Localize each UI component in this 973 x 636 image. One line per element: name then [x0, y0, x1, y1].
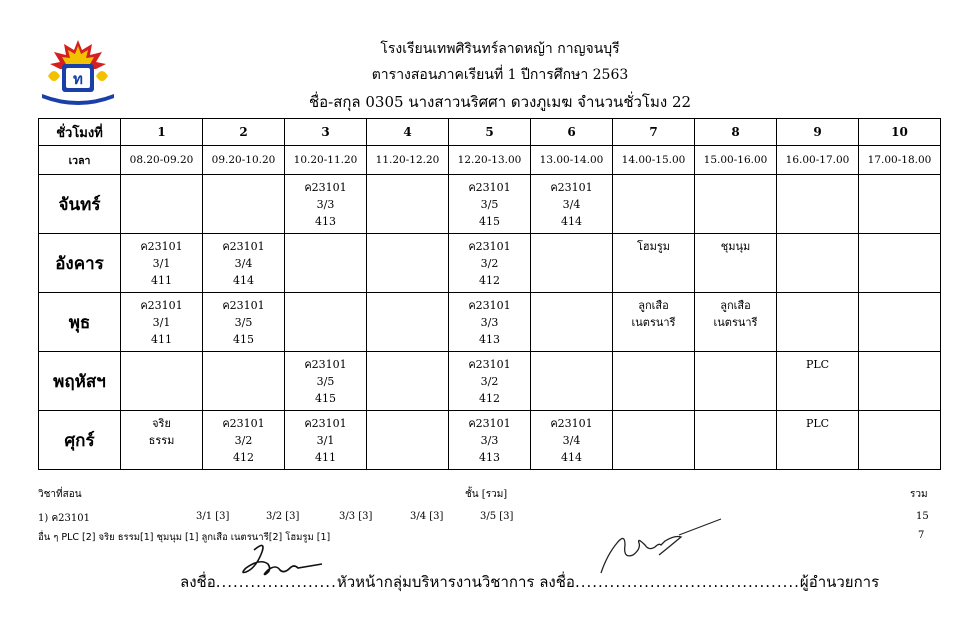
- schedule-cell: [121, 352, 203, 411]
- schedule-cell: [121, 293, 203, 352]
- schedule-cell: [203, 352, 285, 411]
- summary-class-label: ชั้น [รวม]: [465, 489, 508, 500]
- cell-line: 3/3: [480, 316, 499, 329]
- time-slot: 11.20-12.20: [367, 146, 449, 175]
- period-header: 3: [285, 119, 367, 146]
- schedule-cell: [285, 411, 367, 470]
- schedule-cell: [613, 352, 695, 411]
- cell-line: 412: [479, 274, 500, 287]
- sign-label-2: ลงชื่อ: [539, 573, 575, 591]
- period-header: 1: [121, 119, 203, 146]
- schedule-cell: [777, 175, 859, 234]
- cell-line: 3/1: [316, 434, 335, 447]
- day-name: อังคาร: [39, 234, 121, 293]
- cell-line: PLC: [805, 417, 830, 430]
- cell-line: ค23101: [550, 181, 593, 194]
- cell-line: 3/2: [480, 375, 499, 388]
- cell-line: ค23101: [222, 417, 265, 430]
- period-header: 6: [531, 119, 613, 146]
- cell-line: ธรรม: [148, 434, 175, 447]
- summary-row1-class: 3/1 [3]: [196, 511, 230, 522]
- period-label: ชั่วโมงที่: [39, 119, 121, 146]
- period-header: 10: [859, 119, 941, 146]
- schedule-cell: [367, 352, 449, 411]
- time-slot: 08.20-09.20: [121, 146, 203, 175]
- period-header: 2: [203, 119, 285, 146]
- schedule-cell: [203, 234, 285, 293]
- cell-line: 413: [479, 451, 500, 464]
- schedule-cell: [695, 293, 777, 352]
- cell-line: เนตรนารี: [713, 316, 758, 329]
- schedule-cell: [859, 352, 941, 411]
- schedule-cell: [859, 175, 941, 234]
- summary-row2-total: 7: [918, 530, 925, 541]
- school-logo-icon: [36, 36, 120, 106]
- cell-line: PLC: [805, 358, 830, 371]
- cell-line: 414: [561, 451, 582, 464]
- schedule-cell: [449, 175, 531, 234]
- schedule-cell: [695, 234, 777, 293]
- day-row: [39, 411, 941, 470]
- schedule-cell: [859, 234, 941, 293]
- cell-line: 412: [479, 392, 500, 405]
- schedule-cell: [121, 175, 203, 234]
- schedule-cell: [613, 234, 695, 293]
- period-header-row: [39, 119, 941, 146]
- schedule-cell: [367, 175, 449, 234]
- schedule-cell: [859, 411, 941, 470]
- cell-line: ค23101: [468, 181, 511, 194]
- schedule-cell: [777, 234, 859, 293]
- cell-line: 3/5: [316, 375, 335, 388]
- schedule-cell: [449, 234, 531, 293]
- cell-line: ค23101: [468, 240, 511, 253]
- cell-line: 3/5: [234, 316, 253, 329]
- period-header: 5: [449, 119, 531, 146]
- cell-line: 411: [151, 333, 172, 346]
- teacher-info: ชื่อ-สกุล 0305 นางสาวนริศศา ดวงภูเมฆ จำนวนชั่วโมง 22: [308, 93, 692, 111]
- schedule-cell: [531, 175, 613, 234]
- schedule-cell: [777, 352, 859, 411]
- cell-line: ชุมนุม: [720, 240, 751, 253]
- schedule-cell: [859, 293, 941, 352]
- signature-academic-head-icon: [232, 538, 352, 583]
- time-slot: 17.00-18.00: [859, 146, 941, 175]
- day-name: จันทร์: [39, 175, 121, 234]
- sign-label-1: ลงชื่อ: [180, 573, 216, 591]
- time-slot: 14.00-15.00: [613, 146, 695, 175]
- cell-line: ค23101: [550, 417, 593, 430]
- schedule-cell: [531, 234, 613, 293]
- day-name: พฤหัสฯ: [39, 352, 121, 411]
- cell-line: 3/5: [480, 198, 499, 211]
- cell-line: ค23101: [304, 417, 347, 430]
- day-name: ศุกร์: [39, 411, 121, 470]
- schedule-cell: [695, 411, 777, 470]
- cell-line: 3/4: [562, 198, 581, 211]
- period-header: 9: [777, 119, 859, 146]
- period-header: 7: [613, 119, 695, 146]
- signature-director-icon: [595, 515, 725, 580]
- cell-line: 3/1: [152, 257, 171, 270]
- schedule-cell: [531, 293, 613, 352]
- schedule-cell: [367, 293, 449, 352]
- cell-line: 415: [315, 392, 336, 405]
- time-slot: 10.20-11.20: [285, 146, 367, 175]
- school-name: โรงเรียนเทพศิรินทร์ลาดหญ้า กาญจนบุรี: [380, 41, 620, 57]
- cell-line: ค23101: [140, 299, 183, 312]
- time-slot: 09.20-10.20: [203, 146, 285, 175]
- schedule-cell: [695, 175, 777, 234]
- cell-line: 415: [233, 333, 254, 346]
- schedule-cell: [531, 352, 613, 411]
- time-slot: 15.00-16.00: [695, 146, 777, 175]
- schedule-cell: [367, 234, 449, 293]
- day-row: [39, 175, 941, 234]
- cell-line: 3/3: [316, 198, 335, 211]
- role-director: ผู้อำนวยการ: [799, 573, 880, 591]
- cell-line: 3/4: [562, 434, 581, 447]
- cell-line: 414: [233, 274, 254, 287]
- day-name: พุธ: [39, 293, 121, 352]
- schedule-cell: [449, 352, 531, 411]
- summary-row1-total: 15: [916, 511, 929, 522]
- cell-line: จริย: [152, 417, 171, 430]
- time-slot: 16.00-17.00: [777, 146, 859, 175]
- summary-subject-label: วิชาที่สอน: [38, 489, 82, 500]
- schedule-cell: [613, 411, 695, 470]
- cell-line: โฮมรูม: [636, 240, 671, 253]
- summary-row1-class: 3/4 [3]: [410, 511, 444, 522]
- cell-line: 412: [233, 451, 254, 464]
- timetable: [38, 118, 941, 470]
- schedule-cell: [121, 411, 203, 470]
- cell-line: ค23101: [222, 299, 265, 312]
- cell-line: 411: [315, 451, 336, 464]
- day-row: [39, 234, 941, 293]
- cell-line: 411: [151, 274, 172, 287]
- schedule-cell: [285, 293, 367, 352]
- cell-line: ค23101: [140, 240, 183, 253]
- cell-line: ค23101: [304, 358, 347, 371]
- signature-line: ลงชื่อ.....................หัวหน้ากลุ่มบริหารงานวิชาการ ลงชื่อ.......................................ผู้อำนวยการ: [180, 573, 880, 591]
- schedule-cell: [285, 175, 367, 234]
- summary-row1-class: 3/5 [3]: [480, 511, 514, 522]
- schedule-cell: [777, 411, 859, 470]
- time-slot: 12.20-13.00: [449, 146, 531, 175]
- schedule-cell: [285, 352, 367, 411]
- schedule-cell: [203, 293, 285, 352]
- schedule-cell: [613, 175, 695, 234]
- period-header: 4: [367, 119, 449, 146]
- cell-line: 3/2: [480, 257, 499, 270]
- summary-row1-class: 3/2 [3]: [266, 511, 300, 522]
- schedule-cell: [777, 293, 859, 352]
- summary-row1-class: 3/3 [3]: [339, 511, 373, 522]
- schedule-cell: [695, 352, 777, 411]
- cell-line: ค23101: [222, 240, 265, 253]
- cell-line: 3/2: [234, 434, 253, 447]
- schedule-cell: [203, 411, 285, 470]
- period-header: 8: [695, 119, 777, 146]
- cell-line: ค23101: [304, 181, 347, 194]
- summary-row2-text: อื่น ๆ PLC [2] จริย ธรรม[1] ชุมนุม [1] ลูกเสือ เนตรนารี[2] โฮมรูม [1]: [38, 532, 331, 543]
- time-label: เวลา: [39, 146, 121, 175]
- cell-line: ค23101: [468, 417, 511, 430]
- cell-line: 415: [479, 215, 500, 228]
- cell-line: 413: [315, 215, 336, 228]
- day-row: [39, 293, 941, 352]
- cell-line: 414: [561, 215, 582, 228]
- cell-line: 413: [479, 333, 500, 346]
- time-slot: 13.00-14.00: [531, 146, 613, 175]
- schedule-cell: [121, 234, 203, 293]
- summary-total-label: รวม: [910, 489, 928, 500]
- day-row: [39, 352, 941, 411]
- time-row: [39, 146, 941, 175]
- cell-line: ค23101: [468, 299, 511, 312]
- cell-line: 3/1: [152, 316, 171, 329]
- cell-line: ค23101: [468, 358, 511, 371]
- schedule-cell: [613, 293, 695, 352]
- cell-line: ลูกเสือ: [720, 299, 751, 312]
- schedule-cell: [285, 234, 367, 293]
- schedule-cell: [531, 411, 613, 470]
- cell-line: 3/3: [480, 434, 499, 447]
- cell-line: 3/4: [234, 257, 253, 270]
- schedule-cell: [203, 175, 285, 234]
- svg-text:ท: ท: [73, 70, 83, 88]
- schedule-cell: [449, 293, 531, 352]
- cell-line: ลูกเสือ: [638, 299, 669, 312]
- schedule-cell: [367, 411, 449, 470]
- schedule-cell: [449, 411, 531, 470]
- summary-row1-subject: 1) ค23101: [38, 513, 90, 524]
- cell-line: เนตรนารี: [631, 316, 676, 329]
- term-title: ตารางสอนภาคเรียนที่ 1 ปีการศึกษา 2563: [371, 67, 629, 83]
- role-academic-head: หัวหน้ากลุ่มบริหารงานวิชาการ: [336, 573, 535, 591]
